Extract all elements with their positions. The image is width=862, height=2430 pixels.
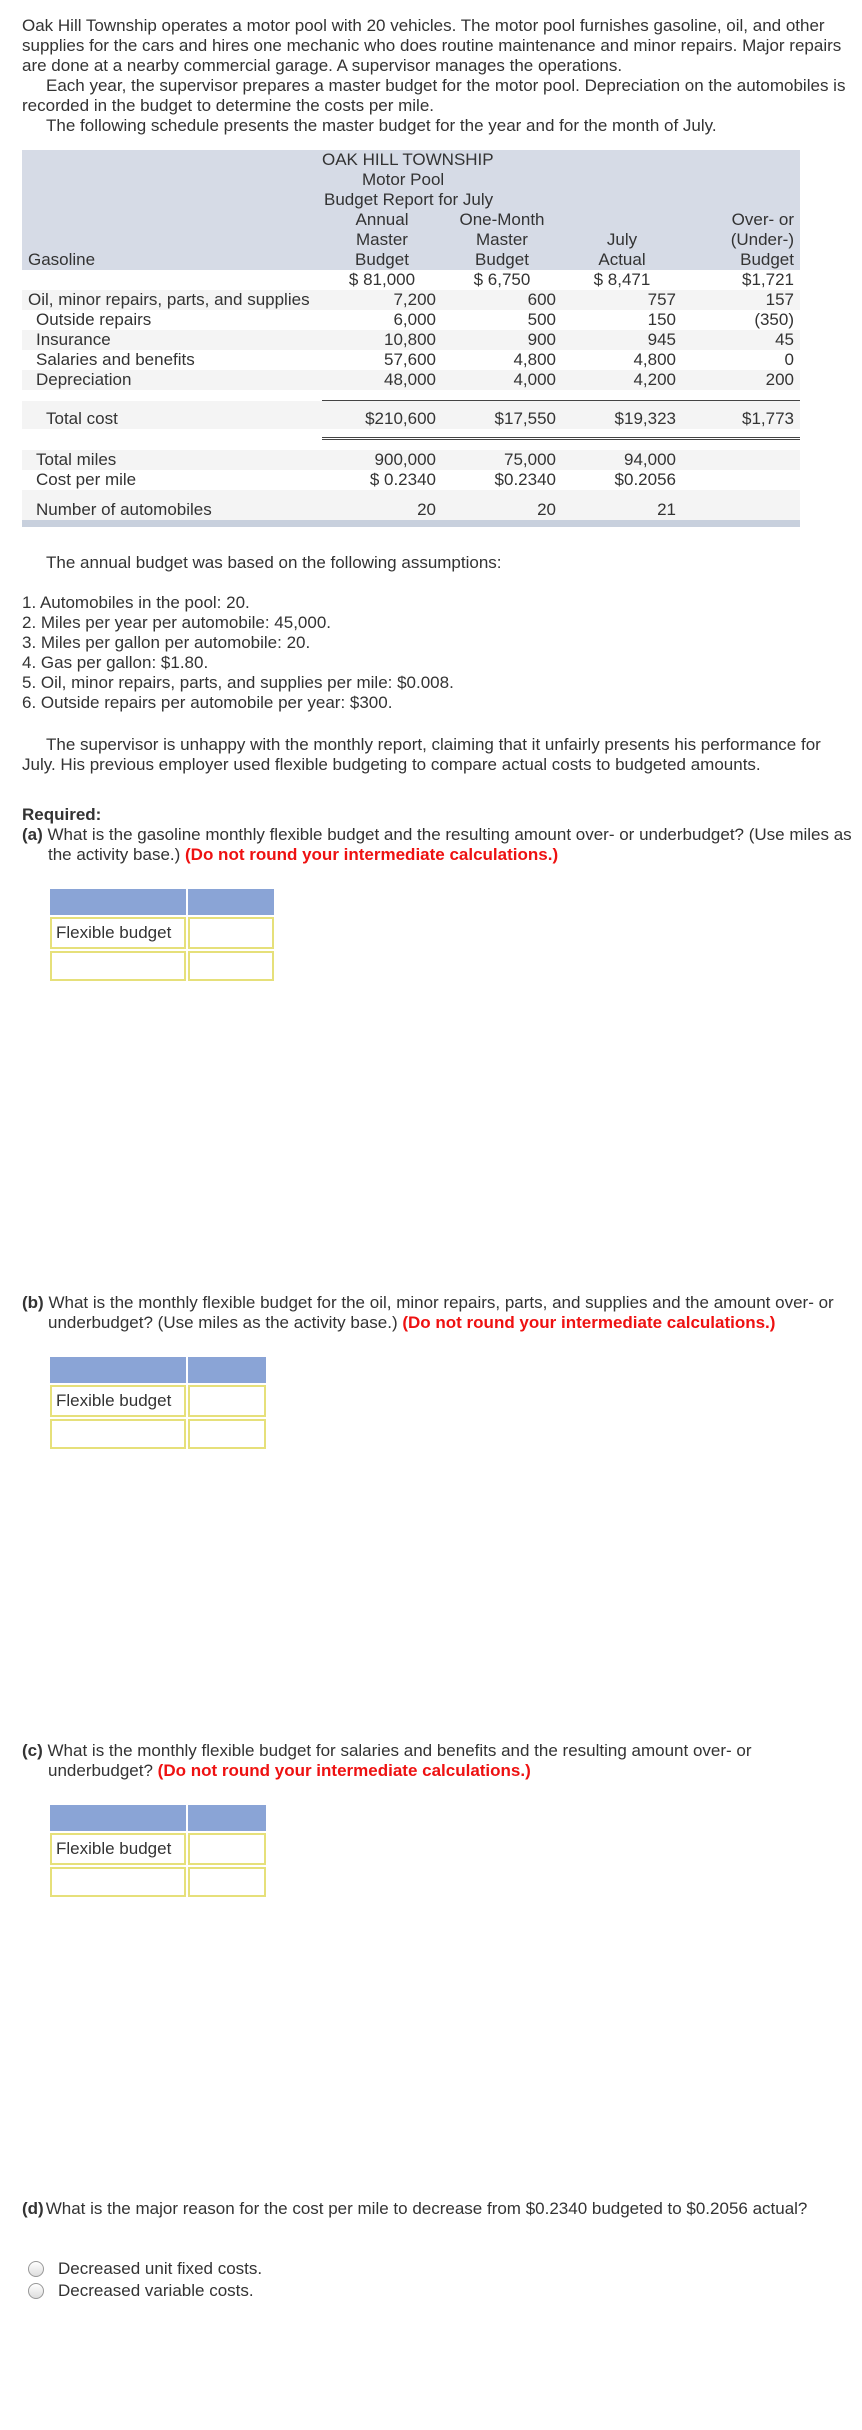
assumption-item: 4. Gas per gallon: $1.80. <box>22 652 209 672</box>
report-title: OAK HILL TOWNSHIP <box>22 150 800 170</box>
radio-button[interactable] <box>28 2283 44 2299</box>
answer-a-over-under-label-select[interactable] <box>50 951 186 981</box>
required-heading: Required: <box>22 804 102 824</box>
cell-insurance-month: 900 <box>442 330 562 350</box>
col-header-annual-3: Budget <box>322 250 442 270</box>
cell-miles-month: 75,000 <box>442 450 562 470</box>
report-period: Budget Report for July <box>22 190 800 210</box>
option-decreased-variable-costs[interactable] <box>28 2281 852 2301</box>
cell-cpm-actual: $0.2056 <box>614 469 676 489</box>
row-label-gasoline: Gasoline <box>22 250 322 270</box>
answer-c-flexible-budget-input[interactable] <box>188 1833 266 1865</box>
cell-gasoline-actual: $ 8,471 <box>593 270 651 289</box>
row-label-depreciation: Depreciation <box>22 370 322 390</box>
assumption-item: 5. Oil, minor repairs, parts, and supplies per mile: $0.008. <box>22 672 454 692</box>
cell-gasoline-over: $1,721 <box>742 270 794 289</box>
question-a-label: (a) <box>22 824 43 844</box>
assumption-item: 6. Outside repairs per automobile per year: $300. <box>22 692 393 712</box>
col-header-annual-2: Master <box>322 230 442 250</box>
cell-outside-annual: 6,000 <box>393 310 436 329</box>
intro-paragraph-2: Each year, the supervisor prepares a master budget for the motor pool. Depreciation on the automobiles is recorded in the budget to determine the costs per mile. <box>22 76 846 115</box>
answer-c-over-under-label-select[interactable] <box>50 1867 186 1897</box>
intro-paragraph-1: Oak Hill Township operates a motor pool with 20 vehicles. The motor pool furnishes gasoline, oil, and other supplies for the cars and hires one mechanic who does routine maintenance and minor repairs. Major repairs are done at a nearby commercial garage. A supervisor manages the operations. <box>22 16 842 75</box>
col-header-annual-1: Annual <box>322 210 442 230</box>
budget-report-table <box>22 150 800 520</box>
cell-insurance-over: 45 <box>682 330 800 350</box>
question-a-note: (Do not round your intermediate calculations.) <box>185 844 559 864</box>
cell-total-actual: $19,323 <box>562 401 682 429</box>
col-header-over-2: (Under-) <box>682 230 800 250</box>
answer-table-c <box>48 1803 268 1899</box>
cell-total-month: $17,550 <box>442 401 562 429</box>
assumptions-lead: The annual budget was based on the following assumptions: <box>46 552 502 572</box>
answer-table-a <box>48 887 276 983</box>
cell-total-annual: $210,600 <box>322 401 442 429</box>
option-decreased-unit-fixed-costs[interactable] <box>28 2259 852 2279</box>
answer-b-row-label: Flexible budget <box>50 1385 186 1417</box>
question-c-label: (c) <box>22 1740 43 1760</box>
intro-paragraph-3: The following schedule presents the master budget for the year and for the month of July. <box>46 116 717 135</box>
answer-table-b <box>48 1355 268 1451</box>
question-b-text: What is the monthly flexible budget for the oil, minor repairs, parts, and supplies and the amount over- or underbudget? (Use miles as the activity base.) <box>48 1292 834 1332</box>
cell-depreciation-over: 200 <box>682 370 800 390</box>
question-a <box>22 825 852 865</box>
cell-depreciation-annual: 48,000 <box>322 370 442 390</box>
answer-c-row-label: Flexible budget <box>50 1833 186 1865</box>
col-header-over-1: Over- or <box>682 210 800 230</box>
question-b-note: (Do not round your intermediate calculations.) <box>402 1312 776 1332</box>
assumptions-list <box>22 593 852 713</box>
option-label: Decreased variable costs. <box>58 2280 254 2300</box>
question-b <box>22 1293 852 1333</box>
assumption-item: 3. Miles per gallon per automobile: 20. <box>22 632 311 652</box>
col-header-month-1: One-Month <box>442 210 562 230</box>
row-label-num-autos: Number of automobiles <box>22 490 322 520</box>
answer-b-header-value <box>188 1357 266 1383</box>
row-label-insurance: Insurance <box>22 330 322 350</box>
report-bottom-bar <box>22 520 800 527</box>
cell-salaries-annual: 57,600 <box>384 350 436 369</box>
report-subtitle: Motor Pool <box>22 170 800 190</box>
row-label-outside-repairs: Outside repairs <box>36 310 152 329</box>
question-b-label: (b) <box>22 1292 44 1312</box>
cell-insurance-actual: 945 <box>562 330 682 350</box>
cell-autos-annual: 20 <box>322 490 442 520</box>
cell-depreciation-actual: 4,200 <box>562 370 682 390</box>
answer-a-flexible-budget-input[interactable] <box>188 917 274 949</box>
question-d-label: (d) <box>22 2198 44 2218</box>
answer-c-header-value <box>188 1805 266 1831</box>
question-d-options <box>22 2259 852 2301</box>
assumption-item: 2. Miles per year per automobile: 45,000. <box>22 612 332 632</box>
cell-miles-actual: 94,000 <box>562 450 682 470</box>
question-c-note: (Do not round your intermediate calculations.) <box>157 1760 531 1780</box>
cell-outside-over: (350) <box>754 310 794 329</box>
col-header-actual-2: July <box>562 230 682 250</box>
question-d <box>22 2199 852 2219</box>
question-c-text: What is the monthly flexible budget for salaries and benefits and the resulting amount over- or underbudget? <box>47 1740 752 1780</box>
assumption-item: 1. Automobiles in the pool: 20. <box>22 592 250 612</box>
cell-gasoline-month: $ 6,750 <box>473 270 531 289</box>
cell-oil-month: 600 <box>442 290 562 310</box>
cell-total-over: $1,773 <box>682 401 800 429</box>
answer-b-flexible-budget-input[interactable] <box>188 1385 266 1417</box>
question-c <box>22 1741 852 1781</box>
cell-outside-month: 500 <box>527 310 556 329</box>
answer-c-over-under-input[interactable] <box>188 1867 266 1897</box>
col-header-month-2: Master <box>442 230 562 250</box>
option-label: Decreased unit fixed costs. <box>58 2258 263 2278</box>
answer-b-header-label <box>50 1357 186 1383</box>
row-label-salaries: Salaries and benefits <box>36 350 195 369</box>
cell-insurance-annual: 10,800 <box>322 330 442 350</box>
complaint-paragraph: The supervisor is unhappy with the monthly report, claiming that it unfairly presents his performance for July. His previous employer used flexible budgeting to compare actual costs to budgeted amounts. <box>22 734 821 774</box>
answer-c-header-label <box>50 1805 186 1831</box>
answer-b-over-under-input[interactable] <box>188 1419 266 1449</box>
cell-salaries-actual: 4,800 <box>633 350 676 369</box>
cell-depreciation-month: 4,000 <box>442 370 562 390</box>
cell-salaries-over: 0 <box>784 350 794 369</box>
answer-a-header-label <box>50 889 186 915</box>
cell-cpm-month: $0.2340 <box>494 469 556 489</box>
cell-oil-actual: 757 <box>562 290 682 310</box>
answer-b-over-under-label-select[interactable] <box>50 1419 186 1449</box>
cell-autos-actual: 21 <box>562 490 682 520</box>
answer-a-row-label: Flexible budget <box>50 917 186 949</box>
col-header-month-3: Budget <box>442 250 562 270</box>
cell-autos-month: 20 <box>442 490 562 520</box>
row-label-oil: Oil, minor repairs, parts, and supplies <box>22 290 322 310</box>
answer-a-header-value <box>188 889 274 915</box>
cell-cpm-annual: $ 0.2340 <box>369 469 436 489</box>
col-header-over-3: Budget <box>682 250 800 270</box>
cell-gasoline-annual: $ 81,000 <box>348 270 416 289</box>
answer-a-over-under-input[interactable] <box>188 951 274 981</box>
row-label-total-miles: Total miles <box>22 450 322 470</box>
radio-button[interactable] <box>28 2261 44 2277</box>
col-header-actual-3: Actual <box>562 250 682 270</box>
row-label-cost-per-mile: Cost per mile <box>36 469 137 489</box>
cell-outside-actual: 150 <box>647 310 676 329</box>
cell-miles-annual: 900,000 <box>322 450 442 470</box>
question-d-text: What is the major reason for the cost per mile to decrease from $0.2340 budgeted to $0.2056 actual? <box>45 2198 808 2218</box>
cell-oil-annual: 7,200 <box>322 290 442 310</box>
cell-oil-over: 157 <box>682 290 800 310</box>
question-a-text: What is the gasoline monthly flexible budget and the resulting amount over- or underbudget? (Use miles as the activity base.) <box>47 824 852 864</box>
cell-salaries-month: 4,800 <box>513 350 556 369</box>
row-label-total-cost: Total cost <box>22 401 322 429</box>
